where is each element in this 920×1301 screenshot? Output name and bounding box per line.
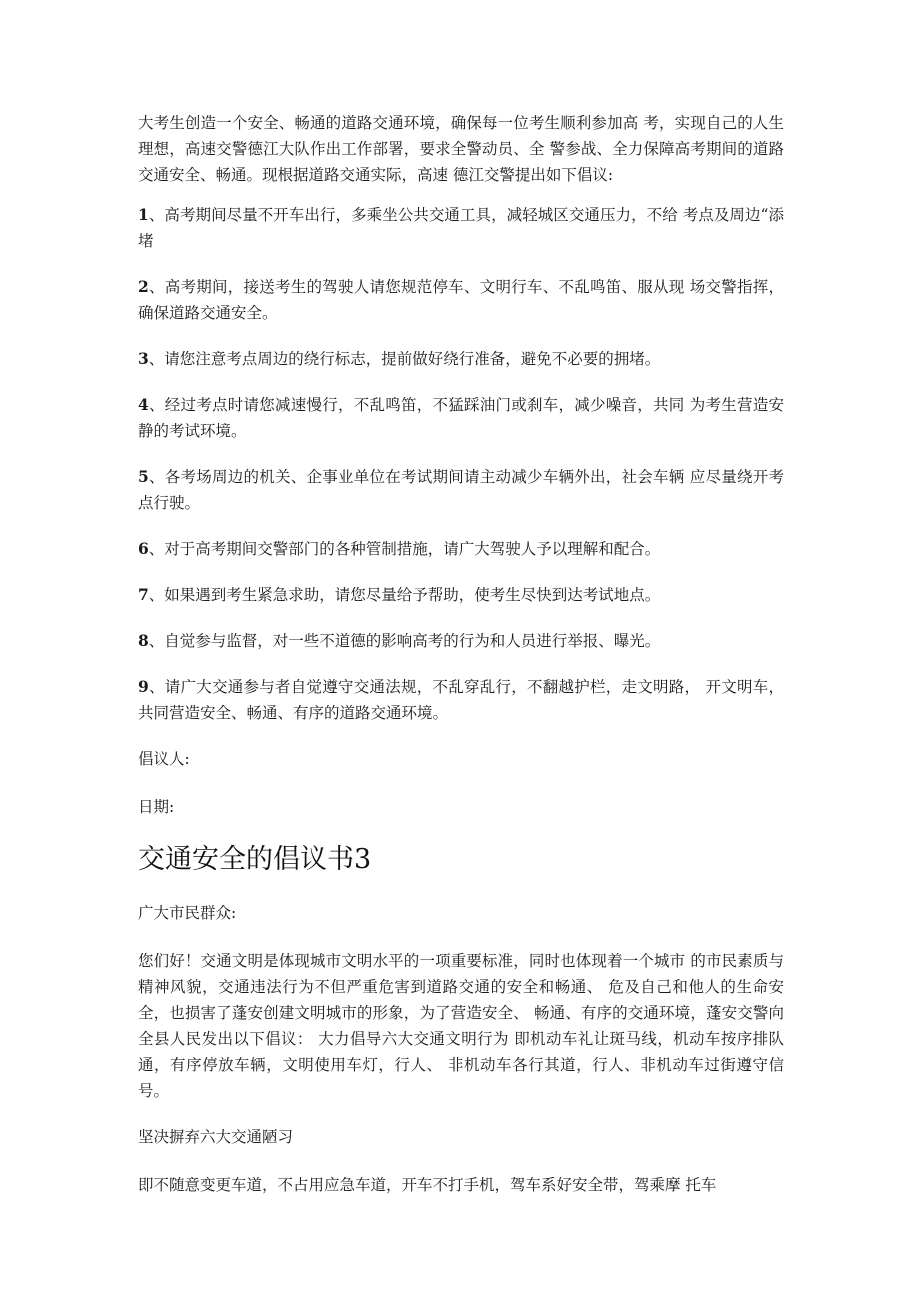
item-text: 、各考场周边的机关、企事业单位在考试期间请主动减少车辆外出，社会车辆 应尽量绕开考点行驶。 bbox=[138, 468, 784, 512]
proposal-item-1 bbox=[138, 202, 784, 254]
subheading: 坚决摒弃六大交通陋习 bbox=[138, 1128, 294, 1146]
salutation: 广大市民群众: bbox=[138, 904, 237, 922]
item-text: 、高考期间尽量不开车出行，多乘坐公共交通工具，减轻城区交通压力，不给 考点及周边“添堵 bbox=[138, 206, 784, 250]
date-label: 日期: bbox=[138, 798, 175, 816]
proposal-list bbox=[138, 202, 784, 726]
item-text: 、经过考点时请您减速慢行，不乱鸣笛，不猛踩油门或刹车，减少噪音，共同 为考生营造安静的考试环境。 bbox=[138, 396, 784, 440]
item-number: 8 bbox=[138, 631, 149, 650]
item-text: 、请广大交通参与者自觉遵守交通法规，不乱穿乱行，不翻越护栏，走文明路， 开文明车，共同营造安全、畅通、有序的道路交通环境。 bbox=[138, 678, 784, 722]
body-paragraph: 您们好！交通文明是体现城市文明水平的一项重要标准，同时也体现着一个城市 的市民素质与精神风貌，交通违法行为不但严重危害到道路交通的安全和畅通、 危及自己和他人的生命安全，也损害了蓬安创建文明城市的形象，为了营造安全、 畅通、有序的交通环境，蓬安交警向全县人民发出以下倡议： 大力倡导六大交通文明行为 即机动车礼让斑马线，机动车按序排队通，有序停放车辆，文明使用车灯，行人、 非机动车各行其道，行人、非机动车过街遵守信号。 bbox=[138, 952, 784, 1100]
proposal-item-9 bbox=[138, 674, 784, 726]
proposal-item-2 bbox=[138, 274, 784, 326]
item-number: 7 bbox=[138, 585, 149, 604]
document-page bbox=[138, 110, 784, 1198]
item-text: 、自觉参与监督，对一些不道德的影响高考的行为和人员进行举报、曝光。 bbox=[148, 632, 661, 650]
proposal-item-6 bbox=[138, 536, 784, 562]
last-paragraph: 即不随意变更车道，不占用应急车道，开车不打手机，驾车系好安全带，驾乘摩 托车 bbox=[138, 1176, 717, 1194]
item-text: 、请您注意考点周边的绕行标志，提前做好绕行准备，避免不必要的拥堵。 bbox=[148, 350, 661, 368]
proposal-item-4 bbox=[138, 392, 784, 444]
proposal-item-7 bbox=[138, 582, 784, 608]
item-number: 1 bbox=[138, 205, 149, 224]
item-number: 4 bbox=[138, 395, 149, 414]
item-text: 、如果遇到考生紧急求助，请您尽量给予帮助，使考生尽快到达考试地点。 bbox=[148, 586, 661, 604]
item-text: 、高考期间，接送考生的驾驶人请您规范停车、文明行车、不乱鸣笛、服从现 场交警指挥，确保道路交通安全。 bbox=[138, 278, 784, 322]
proposal-item-3 bbox=[138, 346, 784, 372]
item-number: 2 bbox=[138, 277, 149, 296]
item-number: 3 bbox=[138, 349, 149, 368]
intro-paragraph: 大考生创造一个安全、畅通的道路交通环境，确保每一位考生顺利参加高 考，实现自己的人生理想，高速交警德江大队作出工作部署，要求全警动员、全 警参战、全力保障高考期间的道路交通安全、畅通。现根据道路交通实际，高速 德江交警提出如下倡议: bbox=[138, 114, 784, 184]
item-number: 5 bbox=[138, 467, 149, 486]
proposer-label: 倡议人: bbox=[138, 750, 190, 768]
proposal-item-8 bbox=[138, 628, 784, 654]
proposal-item-5 bbox=[138, 464, 784, 516]
item-text: 、对于高考期间交警部门的各种管制措施，请广大驾驶人予以理解和配合。 bbox=[148, 540, 661, 558]
item-number: 9 bbox=[138, 677, 149, 696]
section-title: 交通安全的倡议书3 bbox=[138, 844, 372, 875]
item-number: 6 bbox=[138, 539, 149, 558]
